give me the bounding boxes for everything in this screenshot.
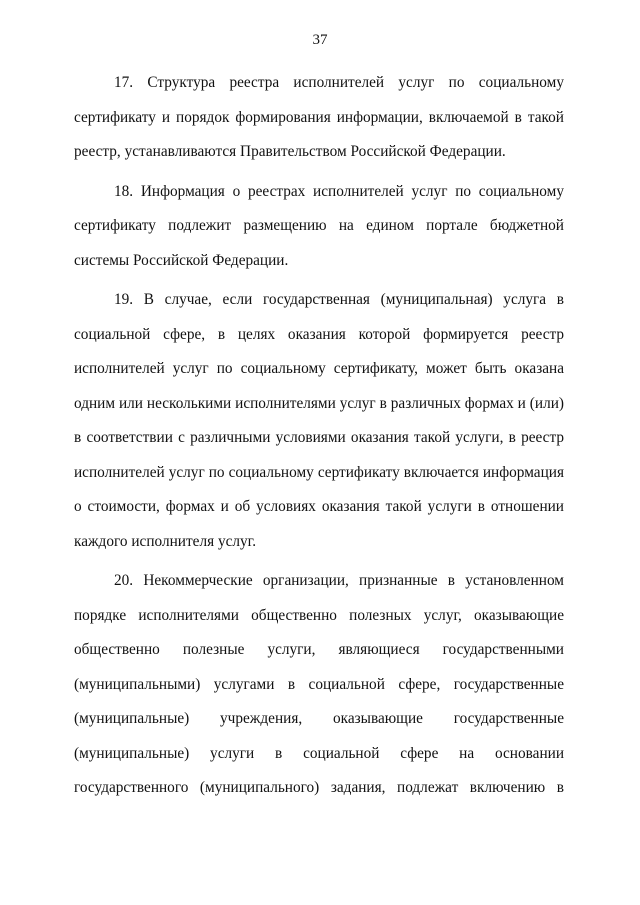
text-line: порядке исполнителями общественно полезных услуг, оказывающие (74, 606, 564, 624)
text-line: в соответствии с различными условиями оказания такой услуги, в реестр (74, 429, 564, 446)
paragraph-19 (74, 283, 564, 559)
text-line: (муниципальные) учреждения, оказывающие государственные (74, 710, 564, 727)
text-line: (муниципальными) услугами в социальной сфере, государственные (74, 675, 564, 693)
text-line: сертификату подлежит размещению на едином портале бюджетной (74, 217, 564, 234)
text-line: одним или несколькими исполнителями услуг в различных формах и (или) (74, 394, 564, 412)
text-line: социальной сфере, в целях оказания которой формируется реестр (74, 325, 564, 343)
document-body (74, 66, 564, 811)
text-line: исполнителей услуг по социальному сертификату включается информация (74, 463, 564, 481)
text-line: 19. В случае, если государственная (муниципальная) услуга в (114, 291, 564, 308)
text-line: сертификату и порядок формирования информации, включаемой в такой (74, 108, 564, 126)
text-line: 17. Структура реестра исполнителей услуг по социальному (114, 74, 564, 91)
paragraph-18 (74, 175, 564, 279)
text-line: (муниципальные) услуги в социальной сфере на основании (74, 744, 564, 762)
text-line: о стоимости, формах и об условиях оказания такой услуги в отношении (74, 498, 564, 515)
text-line: 20. Некоммерческие организации, признанные в установленном (114, 572, 564, 589)
paragraph-20 (74, 564, 564, 806)
text-line: государственного (муниципального) задания, подлежат включению в (74, 779, 564, 796)
text-line: общественно полезные услуги, являющиеся государственными (74, 641, 564, 658)
page-number: 37 (312, 32, 328, 48)
text-line: системы Российской Федерации. (74, 251, 289, 269)
paragraph-17 (74, 66, 564, 170)
text-line: исполнителей услуг по социальному сертификату, может быть оказана (74, 360, 564, 377)
text-line: 18. Информация о реестрах исполнителей услуг по социальному (114, 182, 564, 200)
text-line: каждого исполнителя услуг. (74, 532, 257, 550)
text-line: реестр, устанавливаются Правительством Российской Федерации. (74, 143, 506, 160)
